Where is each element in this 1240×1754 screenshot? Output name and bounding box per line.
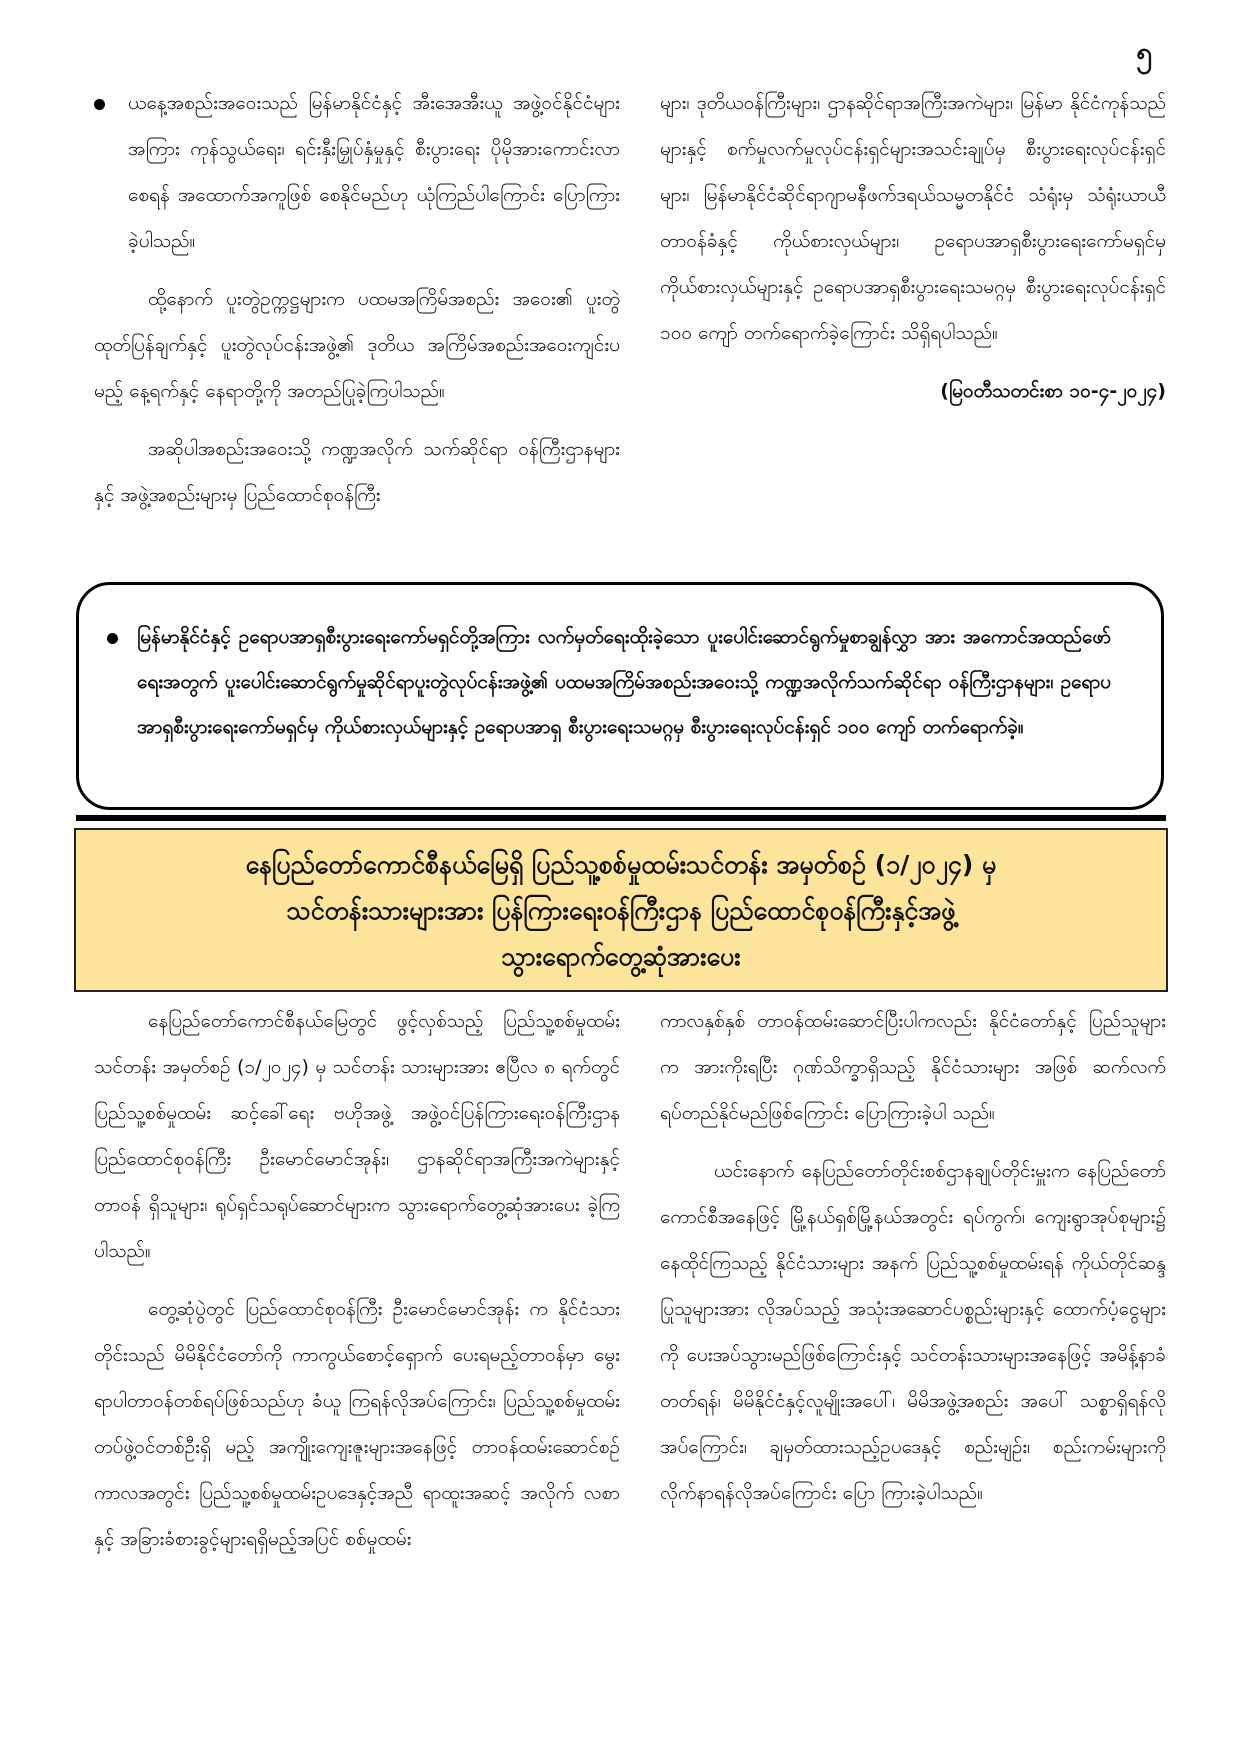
bottom-right-column xyxy=(660,998,1166,1528)
bullet-icon xyxy=(107,633,118,644)
article-headline xyxy=(74,828,1168,992)
summary-box xyxy=(76,582,1164,810)
paragraph: နေပြည်တော်ကောင်စီနယ်မြေတွင် ဖွင့်လှစ်သည့် ပြည်သူ့စစ်မှုထမ်းသင်တန်း အမှတ်စဉ် (၁/၂၀၂၄) မှ သင်တန်း သားများအား ဧပြီလ ၈ ရက်တွင် ပြည်သူ့စစ်မှုထမ်း ဆင့်ခေါ်ရေး ဗဟိုအဖွဲ့ အဖွဲ့ဝင်ပြန်ကြားရေးဝန်ကြီးဌာန ပြည်ထောင်စုဝန်ကြီး ဦးမောင်မောင်အုန်း၊ ဌာနဆိုင်ရာအကြီးအကဲများနှင့် တာဝန် ရှိသူများ၊ ရုပ်ရှင်သရုပ်ဆောင်များက သွားရောက်တွေ့ဆုံအားပေး ခဲ့ကြပါသည်။ xyxy=(94,1010,620,1262)
top-right-column xyxy=(660,80,1166,414)
headline-line: သင်တန်းသားများအား ပြန်ကြားရေးဝန်ကြီးဌာန ပြည်ထောင်စုဝန်ကြီးနှင့်အဖွဲ့ xyxy=(286,896,956,925)
paragraph: ထို့နောက် ပူးတွဲဥက္ကဋ္ဌများက ပထမအကြိမ်အစည်း အဝေး၏ ပူးတွဲထုတ်ပြန်ချက်နှင့် ပူးတွဲလုပ်ငန်းအဖွဲ့၏ ဒုတိယ အကြိမ်အစည်းအဝေးကျင်းပမည့် နေ့ရက်နှင့် နေရာတို့ကို အတည်ပြုခဲ့ကြပါသည်။ xyxy=(94,288,620,402)
paragraph: များ၊ ဒုတိယဝန်ကြီးများ၊ ဌာနဆိုင်ရာအကြီးအကဲများ၊ မြန်မာ နိုင်ငံကုန်သည်များနှင့် စက်မှုလက်မှုလုပ်ငန်းရှင်များအသင်းချုပ်မှ စီးပွားရေးလုပ်ငန်းရှင်များ၊ မြန်မာနိုင်ငံဆိုင်ရာဂျာမနီဖက်ဒရယ်သမ္မတနိုင်ငံ သံရုံးမှ သံရုံးယာယီတာဝန်ခံနှင့် ကိုယ်စားလှယ်များ၊ ဥရောပအာရှစီးပွားရေးကော်မရှင်မှ ကိုယ်စားလှယ်များနှင့် ဥရောပအာရှစီးပွားရေးသမဂ္ဂမှ စီးပွားရေးလုပ်ငန်းရှင် ၁၀၀ ကျော် တက်ရောက်ခဲ့ကြောင်း သိရှိရပါသည်။ xyxy=(660,92,1166,344)
top-left-column xyxy=(94,80,620,530)
bullet-paragraph xyxy=(94,80,620,264)
section-divider xyxy=(76,815,1166,821)
news-source: (မြဝတီသတင်းစာ ၁၀-၄-၂၀၂၄) xyxy=(940,380,1166,402)
headline-line: သွားရောက်တွေ့ဆုံအားပေး xyxy=(501,942,741,971)
headline-line: နေပြည်တော်ကောင်စီနယ်မြေရှိ ပြည်သူ့စစ်မှုထမ်းသင်တန်း အမှတ်စဉ် (၁/၂၀၂၄) မှ xyxy=(245,850,997,879)
paragraph: အဆိုပါအစည်းအဝေးသို့ ကဏ္ဍအလိုက် သက်ဆိုင်ရာ ဝန်ကြီးဌာနများနှင့် အဖွဲ့အစည်းများမှ ပြည်ထောင်စုဝန်ကြီး xyxy=(94,438,620,506)
paragraph: တွေ့ဆုံပွဲတွင် ပြည်ထောင်စုဝန်ကြီး ဦးမောင်မောင်အုန်း က နိုင်ငံသားတိုင်းသည် မိမိနိုင်ငံတော်ကို ကာကွယ်စောင့်ရှောက် ပေးရမည့်တာဝန်မှာ မွေးရာပါတာဝန်တစ်ရပ်ဖြစ်သည်ဟု ခံယူ ကြရန်လိုအပ်ကြောင်း၊ ပြည်သူ့စစ်မှုထမ်းတပ်ဖွဲ့ဝင်တစ်ဦးရှိ မည့် အကျိုးကျေးဇူးများအနေဖြင့် တာဝန်ထမ်းဆောင်စဉ် ကာလအတွင်း ပြည်သူ့စစ်မှုထမ်းဥပဒေနှင့်အညီ ရာထူးအဆင့် အလိုက် လစာနှင့် အခြားခံစားခွင့်များရရှိမည့်အပြင် စစ်မှုထမ်း xyxy=(94,1298,620,1550)
paragraph: ကာလနှစ်နှစ် တာဝန်ထမ်းဆောင်ပြီးပါကလည်း နိုင်ငံတော်နှင့် ပြည်သူများက အားကိုးရပြီး ဂုဏ်သိက္ခာရှိသည့် နိုင်ငံသားများ အဖြစ် ဆက်လက်ရပ်တည်နိုင်မည်ဖြစ်ကြောင်း ပြောကြားခဲ့ပါ သည်။ xyxy=(660,1010,1166,1124)
paragraph-text: ယနေ့အစည်းအဝေးသည် မြန်မာနိုင်ငံနှင့် အီးအေအီးယူ အဖွဲ့ဝင်နိုင်ငံများအကြား ကုန်သွယ်ရေး၊ ရင်းနှီးမြှုပ်နှံမှုနှင့် စီးပွားရေး ပိုမိုအားကောင်းလာစေရန် အထောက်အကူဖြစ် စေနိုင်မည်ဟု ယုံကြည်ပါကြောင်း ပြောကြားခဲ့ပါသည်။ xyxy=(128,92,620,252)
summary-text: မြန်မာနိုင်ငံနှင့် ဥရောပအာရှစီးပွားရေးကော်မရှင်တို့အကြား လက်မှတ်ရေးထိုးခဲ့သော ပူးပေါင်းဆောင်ရွက်မှုစာချွန်လွှာ အား အကောင်အထည်ဖော်ရေးအတွက် ပူးပေါင်းဆောင်ရွက်မှုဆိုင်ရာပူးတွဲလုပ်ငန်းအဖွဲ့၏ ပထမအကြိမ်အစည်းအဝေးသို့ ကဏ္ဍအလိုက်သက်ဆိုင်ရာ ဝန်ကြီးဌာနများ၊ ဥရောပအာရှစီးပွားရေးကော်မရှင်မှ ကိုယ်စားလှယ်များနှင့် ဥရောပအာရှ စီးပွားရေးသမဂ္ဂမှ စီးပွားရေးလုပ်ငန်းရှင် ၁၀၀ ကျော် တက်ရောက်ခဲ့။ xyxy=(137,626,1111,738)
bottom-left-column xyxy=(94,998,620,1574)
bullet-icon xyxy=(94,99,105,110)
page-number: ၅ xyxy=(1136,36,1152,69)
paragraph: ယင်းနောက် နေပြည်တော်တိုင်းစစ်ဌာနချုပ်တိုင်းမှူးက နေပြည်တော်ကောင်စီအနေဖြင့် မြို့နယ်ရှစ်မြို့နယ်အတွင်း ရပ်ကွက်၊ ကျေးရွာအုပ်စုများ၌ နေထိုင်ကြသည့် နိုင်ငံသားများ အနက် ပြည်သူ့စစ်မှုထမ်းရန် ကိုယ်တိုင်ဆန္ဒပြုသူများအား လိုအပ်သည့် အသုံးအဆောင်ပစ္စည်းများနှင့် ထောက်ပံ့ငွေများကို ပေးအပ်သွားမည်ဖြစ်ကြောင်းနှင့် သင်တန်းသားများအနေဖြင့် အမိန့်နာခံတတ်ရန်၊ မိမိနိုင်ငံနှင့်လူမျိုးအပေါ်၊ မိမိအဖွဲ့အစည်း အပေါ် သစ္စာရှိရန်လိုအပ်ကြောင်း၊ ချမှတ်ထားသည့်ဥပဒေနှင့် စည်းမျဉ်း၊ စည်းကမ်းများကို လိုက်နာရန်လိုအပ်ကြောင်း ပြော ကြားခဲ့ပါသည်။ xyxy=(660,1160,1166,1504)
